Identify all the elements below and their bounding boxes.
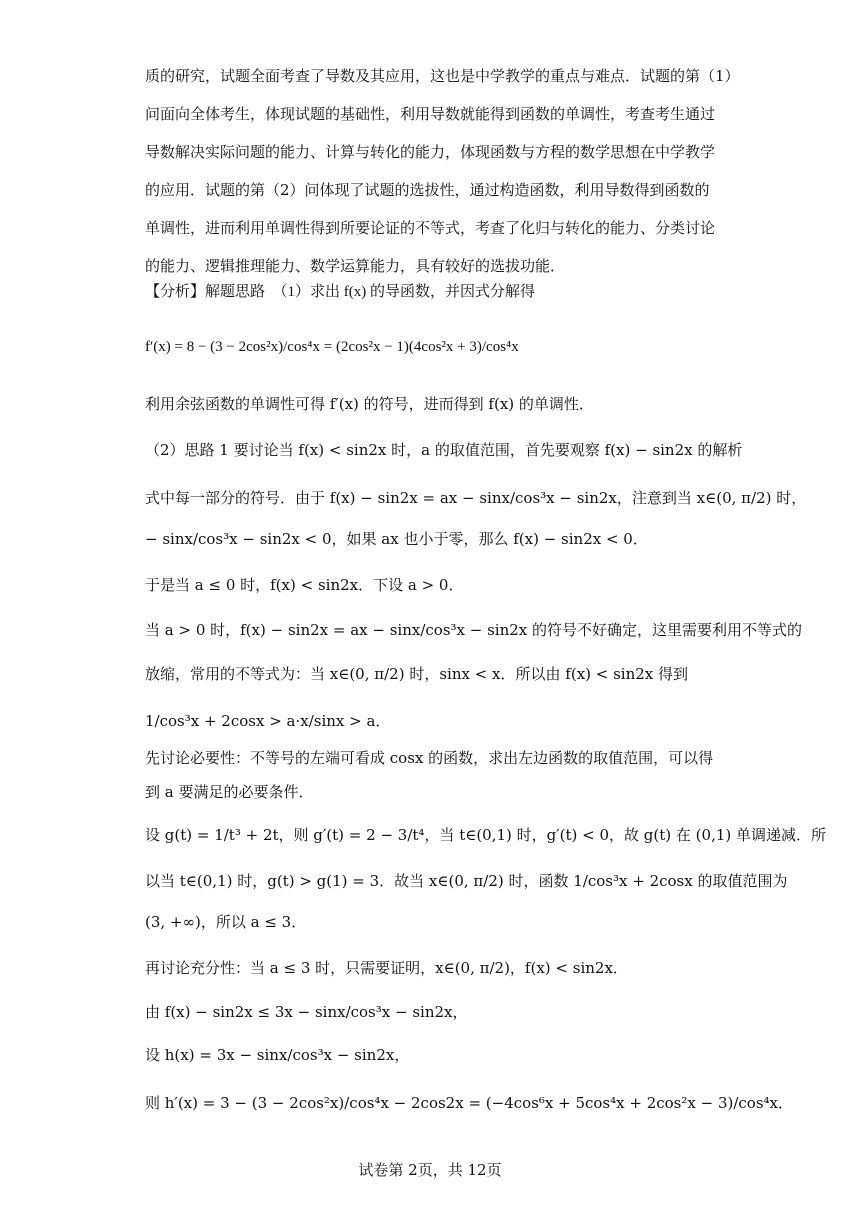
paragraph-line: 由 f(x) − sin2x ≤ 3x − sinx/cos³x − sin2x， <box>145 1003 468 1021</box>
paragraph-line: 再讨论充分性：当 a ≤ 3 时，只需要证明，x∈(0, π/2)，f(x) < sin2x． <box>145 959 628 977</box>
paragraph-line: 单调性，进而利用单调性得到所要论证的不等式，考查了化归与转化的能力、分类讨论 <box>145 219 716 237</box>
paragraph-line: （2）思路 1 要讨论当 f(x) < sin2x 时，a 的取值范围，首先要观察 f(x) − sin2x 的解析 <box>145 441 743 459</box>
paragraph-line: 式中每一部分的符号．由于 f(x) − sin2x = ax − sinx/cos³x − sin2x，注意到当 x∈(0, π/2) 时， <box>145 489 807 507</box>
paragraph-line: 问面向全体考生，体现试题的基础性，利用导数就能得到函数的单调性，考查考生通过 <box>145 105 716 123</box>
paragraph-line: 的能力、逻辑推理能力、数学运算能力，具有较好的选拔功能． <box>145 257 566 275</box>
paragraph-line: 到 a 要满足的必要条件． <box>145 783 314 801</box>
paragraph-line: 利用余弦函数的单调性可得 f′(x) 的符号，进而得到 f(x) 的单调性． <box>145 395 594 413</box>
paragraph-line: 以当 t∈(0,1) 时，g(t) > g(1) = 3．故当 x∈(0, π/2) 时，函数 1/cos³x + 2cosx 的取值范围为 <box>145 872 788 890</box>
paragraph-line: (3, +∞)，所以 a ≤ 3． <box>145 913 307 931</box>
equation-derivative: f′(x) = 8 − (3 − 2cos²x)/cos⁴x = (2cos²x − 1)(4cos²x + 3)/cos⁴x <box>145 339 519 355</box>
paragraph-line: 则 h′(x) = 3 − (3 − 2cos²x)/cos⁴x − 2cos2x = (−4cos⁶x + 5cos⁴x + 2cos²x − 3)/cos⁴x． <box>145 1094 794 1112</box>
paragraph-line: − sinx/cos³x − sin2x < 0，如果 ax 也小于零，那么 f(x) − sin2x < 0． <box>145 530 648 548</box>
paragraph-line: 设 h(x) = 3x − sinx/cos³x − sin2x， <box>145 1046 410 1064</box>
paragraph-line: 的应用．试题的第（2）问体现了试题的选拔性，通过构造函数，利用导数得到函数的 <box>145 181 710 199</box>
analysis-heading-line: 【分析】解题思路 （1）求出 f(x) 的导函数，并因式分解得 <box>145 284 535 300</box>
paragraph-line: 当 a > 0 时，f(x) − sin2x = ax − sinx/cos³x − sin2x 的符号不好确定，这里需要利用不等式的 <box>145 621 803 639</box>
paragraph-line: 设 g(t) = 1/t³ + 2t，则 g′(t) = 2 − 3/t⁴，当 t∈(0,1) 时，g′(t) < 0，故 g(t) 在 (0,1) 单调递减．所 <box>145 826 827 844</box>
page-footer: 试卷第 2页，共 12页 <box>358 1161 502 1179</box>
paragraph-line: 导数解决实际问题的能力、计算与转化的能力，体现函数与方程的数学思想在中学教学 <box>145 143 716 161</box>
paragraph-line: 先讨论必要性：不等号的左端可看成 cosx 的函数，求出左边函数的取值范围，可以得 <box>145 749 714 767</box>
paragraph-line: 质的研究，试题全面考查了导数及其应用，这也是中学教学的重点与难点．试题的第（1） <box>145 67 740 85</box>
paragraph-line: 于是当 a ≤ 0 时，f(x) < sin2x．下设 a > 0． <box>145 576 464 594</box>
paragraph-line: 1/cos³x + 2cosx > a·x/sinx > a． <box>145 712 391 730</box>
paragraph-line: 放缩，常用的不等式为：当 x∈(0, π/2) 时，sinx < x．所以由 f(x) < sin2x 得到 <box>145 665 689 683</box>
